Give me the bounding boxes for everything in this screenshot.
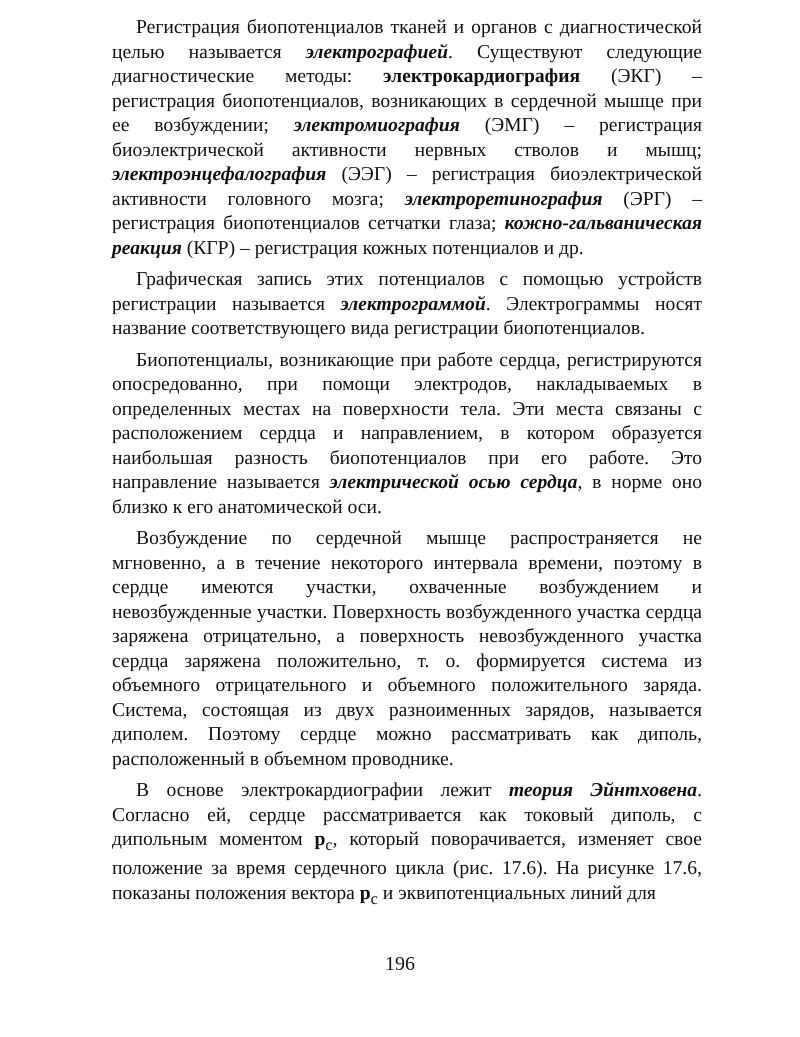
term-emphasis: электрической осью сердца <box>329 472 578 493</box>
text-run: . Согласно ей, сердце рассматривается как токовый диполь, с дипольным моментом <box>112 780 702 850</box>
term-emphasis: электроэнцефалография <box>112 164 327 185</box>
bold-term: электрокардиография <box>383 66 581 87</box>
page-body <box>112 16 702 911</box>
paragraph-3 <box>112 349 702 521</box>
text-run: и эквипотенциальных линий для <box>377 882 656 904</box>
paragraph-1 <box>112 16 702 261</box>
paragraph-5 <box>112 779 702 911</box>
term-emphasis: электрографией <box>305 41 449 63</box>
text-run: Графическая запись этих потенциалов с помощью устройств регистрации называется <box>112 269 702 315</box>
subscript: c <box>325 834 333 854</box>
text-run: . Электрограммы носят название соответствующего вида регистрации биопотенциалов. <box>112 293 702 339</box>
text-run: (ЭРГ) – регистрация биопотенциалов сетчатки глаза; <box>112 188 702 234</box>
text-run: , который поворачивается, изменяет свое положение за время сердечного цикла (рис. 17.6). На рисунке 17.6, показаны положения вектора <box>112 829 702 904</box>
text-run: Возбуждение по сердечной мышце распространяется не мгновенно, а в течение некоторого интервала времени, поэтому в сердце имеются участки, охваченные возбуждением и невозбужденные участки. Поверхность возбужденного участка сердца заряжена отрицательно, а поверхность невозбужденного участка сердца заряжена положительно, т. о. формируется система из объемного отрицательного и объемного положительного заряда. Система, состоящая из двух разноименных зарядов, называется диполем. Поэтому сердце можно рассматривать как диполь, расположенный в объемном проводнике. <box>112 528 702 770</box>
bold-term: p <box>359 882 371 904</box>
page-number: 196 <box>385 953 415 975</box>
term-emphasis: кожно-гальваническая реакция <box>112 213 702 259</box>
text-run: В основе электрокардиографии лежит <box>136 780 509 801</box>
text-run: , в норме оно близко к его анатомической оси. <box>112 472 702 518</box>
text-run: (ЭЭГ) – регистрация биоэлектрической активности головного мозга; <box>112 164 702 210</box>
term-emphasis: электроретинография <box>404 188 603 210</box>
text-run: Регистрация биопотенциалов тканей и органов с диагностической целью называется <box>112 17 702 63</box>
bold-term: p <box>314 829 326 850</box>
term-emphasis: теория Эйнтховена <box>508 780 698 801</box>
paragraph-2 <box>112 268 702 342</box>
term-emphasis: электромиография <box>293 115 460 136</box>
subscript: c <box>370 888 378 908</box>
text-run: (ЭКГ) – регистрация биопотенциалов, возникающих в сердечной мышце при ее возбуждении; <box>112 66 702 136</box>
text-run: (КГР) – регистрация кожных потенциалов и др. <box>181 237 584 259</box>
paragraph-4 <box>112 527 702 772</box>
text-run: Биопотенциалы, возникающие при работе сердца, регистрируются опосредованно, при помощи электродов, накладываемых в определенных местах на поверхности тела. Эти места связаны с расположением сердца и направлением, в котором образуется наибольшая разность биопотенциалов при его работе. Это направление называется <box>112 349 702 493</box>
term-emphasis: электрограммой <box>340 293 486 315</box>
text-run: (ЭМГ) – регистрация биоэлектрической активности нервных стволов и мышц; <box>112 115 702 161</box>
text-run: . Существуют следующие диагностические методы: <box>112 41 702 87</box>
